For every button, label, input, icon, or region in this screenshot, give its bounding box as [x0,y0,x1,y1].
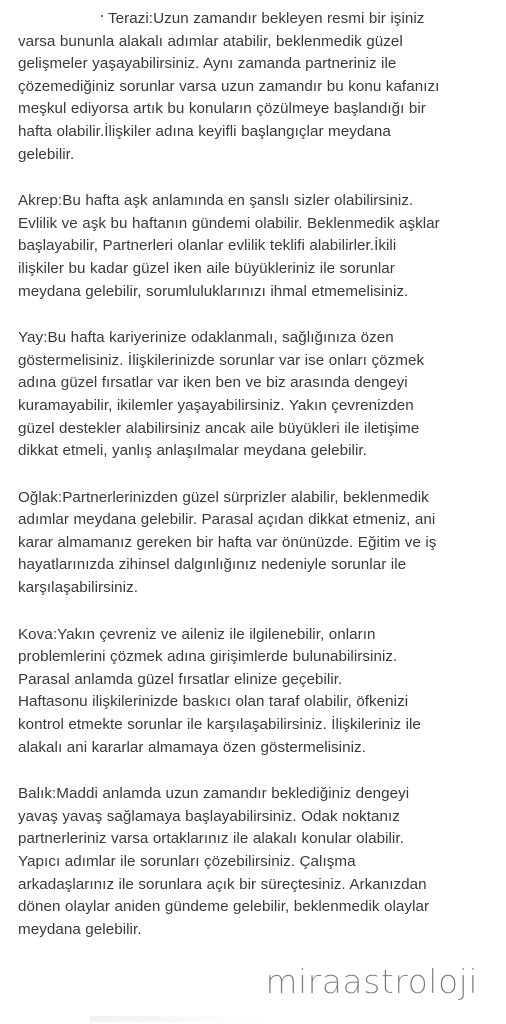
text-line: Balık:Maddi anlamda uzun zamandır beklediğiniz dengeyi [18,785,410,803]
horoscope-libra [18,8,498,166]
horoscope-aquarius [18,624,498,760]
text-line: gelebilir. [18,145,75,163]
horoscope-sagittarius [18,327,498,463]
text-line: başlayabilir, Partnerleri olanlar evlilik teklifi alabilirler.İkili [18,237,397,255]
text-line: karar almamanız gereken bir hafta var önünüzde. Eğitim ve iş [18,533,437,551]
text-line: çözemediğiniz sorunlar varsa uzun zamandır bu konu kafanızı [18,77,440,95]
text-line: Yay:Bu hafta kariyerinize odaklanmalı, sağlığınıza özen [18,329,394,347]
text-line: kontrol etmekte sorunlar ile karşılaşabilirsiniz. İlişkileriniz ile [18,716,421,734]
text-line [18,8,498,31]
horoscope-scorpio [18,190,498,303]
text-line: alakalı ani kararlar almamaya özen göstermelisiniz. [18,738,366,756]
text-line: dönen olaylar aniden gündeme gelebilir, beklenmedik olaylar [18,898,430,916]
text-line: Parasal anlamda güzel fırsatlar elinize geçebilir. [18,670,343,688]
text-line: Akrep:Bu hafta aşk anlamında en şanslı sizler olabilirsiniz. [18,192,414,210]
text-fragment: Terazi:Uzun zamandır bekleyen resmi bir işiniz [108,10,425,27]
text-line: partnerleriniz varsa ortaklarınız ile alakalı konular olabilir. [18,830,404,848]
bottom-faded-strip [90,1016,270,1022]
text-line: Evlilik ve aşk bu haftanın gündemi olabilir. Beklenmedik aşklar [18,214,440,232]
text-line: yavaş yavaş sağlamaya başlayabilirsiniz. Odak noktanız [18,807,400,825]
horoscope-article [18,8,498,965]
text-line: dikkat etmeli, yanlış anlaşılmalar meydana gelebilir. [18,442,367,460]
text-line: karşılaşabilirsiniz. [18,579,139,597]
bullet-dot-icon [101,15,103,17]
text-line: adımlar meydana gelebilir. Parasal açıdan dikkat etmeniz, ani [18,511,436,529]
text-line: hafta olabilir.İlişkiler adına keyifli başlangıçlar meydana [18,122,391,140]
text-line: problemlerini çözmek adına girişimlerde bulunabilirsiniz. [18,648,398,666]
text-line: meydana gelebilir. [18,920,142,938]
text-line: göstermelisiniz. İlişkilerinizde sorunlar var ise onları çözmek [18,351,425,369]
text-line: Yapıcı adımlar ile sorunları çözebilirsiniz. Çalışma [18,853,356,870]
text-line: meydana gelebilir, sorumluluklarınızı ihmal etmemelisiniz. [18,282,409,300]
text-line: varsa bununla alakalı adımlar atabilir, beklenmedik güzel [18,32,403,50]
text-line: meşkul ediyorsa artık bu konuların çözülmeye başlandığı bir [18,100,426,118]
text-line: ilişkiler bu kadar güzel iken aile büyükleriniz ile sorunlar [18,259,395,277]
watermark-text: miraastroloji [265,962,478,1001]
text-line: gelişmeler yaşayabilirsiniz. Aynı zamanda partneriniz ile [18,55,397,73]
horoscope-pisces [18,783,498,941]
text-line: kuramayabilir, ikilemler yaşayabilirsiniz. Yakın çevrenizden [18,396,414,414]
text-line: Oğlak:Partnerlerinizden güzel sürprizler alabilir, beklenmedik [18,488,429,506]
horoscope-capricorn [18,487,498,600]
text-line: adına güzel fırsatlar var iken ben ve biz arasında dengeyi [18,374,408,392]
text-line: arkadaşlarınız ile sorunlara açık bir süreçtesiniz. Arkanızdan [18,875,427,893]
text-line: hayatlarınızda zihinsel dalgınlığınız nedeniyle sorunlar ile [18,556,407,574]
text-line: Haftasonu ilişkilerinizde baskıcı olan taraf olabilir, öfkenizi [18,693,409,711]
text-line: Kova:Yakın çevreniz ve aileniz ile ilgilenebilir, onların [18,625,376,643]
text-line: güzel destekler alabilirsiniz ancak aile büyükleri ile iletişime [18,419,420,437]
